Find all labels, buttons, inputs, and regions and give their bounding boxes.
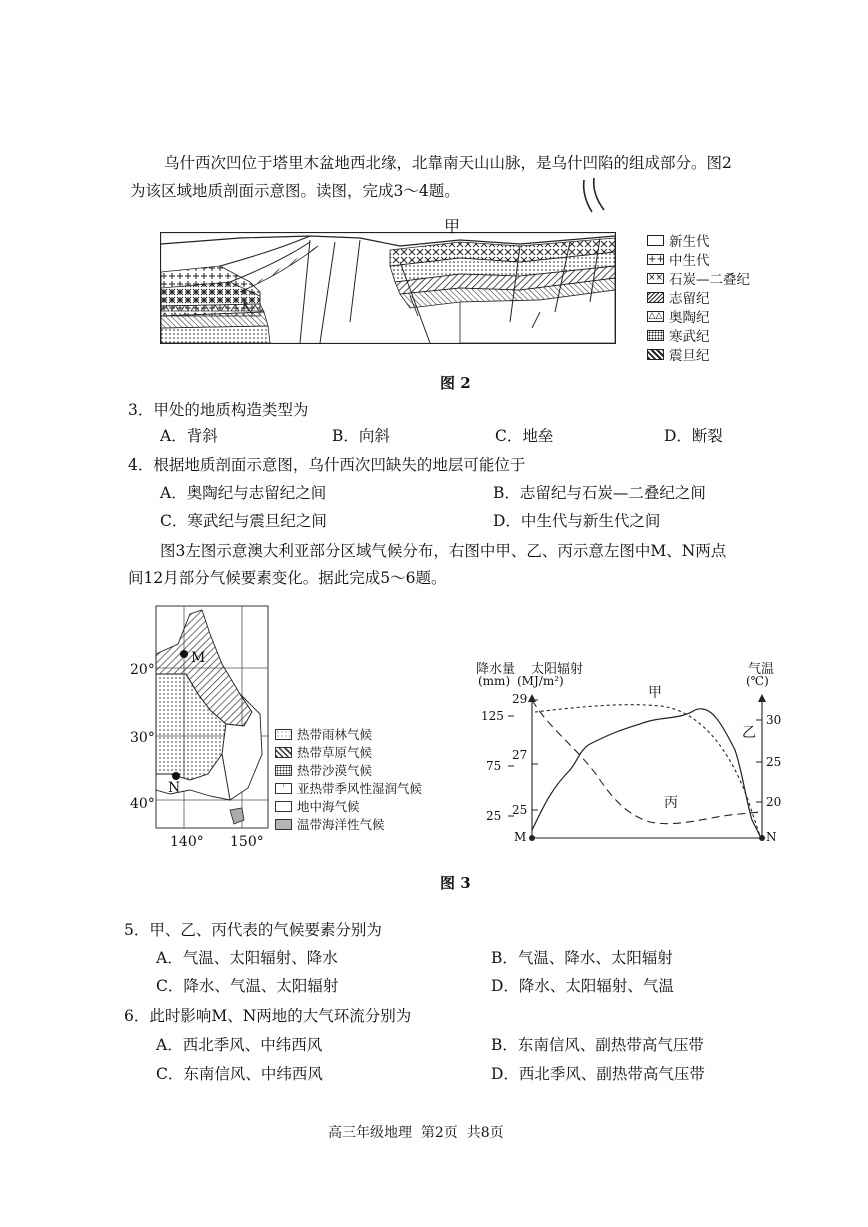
left-tick-25: 25: [486, 809, 502, 823]
longitude-140-label: 140°: [170, 834, 204, 850]
question-5-option-d[interactable]: D．降水、太阳辐射、气温: [491, 977, 674, 995]
latitude-30-label: 30°: [130, 730, 155, 746]
legend-item: [275, 815, 385, 833]
hatch-swatch-icon: [647, 349, 664, 360]
question-4-option-a[interactable]: A．奥陶纪与志留纪之间: [160, 484, 327, 502]
legend-item: [647, 268, 750, 288]
series-jia-line: [535, 705, 760, 836]
pen-mark-decoration: [580, 176, 610, 216]
question-3-option-c[interactable]: C．地垒: [495, 427, 554, 445]
left-axis-unit: (mm): [478, 674, 511, 688]
legend-item: [275, 725, 372, 743]
intro-paragraph-2-line2: 间12月部分气候要素变化。据此完成5～6题。: [128, 569, 447, 587]
legend-label: 温带海洋性气候: [297, 817, 385, 832]
point-n-label: N: [168, 780, 181, 796]
question-5-option-a[interactable]: A．气温、太阳辐射、降水: [156, 949, 338, 967]
legend-item: [275, 743, 372, 761]
x-start-label: M: [514, 830, 527, 844]
legend-label: 热带草原气候: [297, 745, 373, 760]
left-tick-125: 125: [481, 709, 504, 723]
blank-swatch-icon: [647, 235, 664, 246]
longitude-150-label: 150°: [230, 834, 264, 850]
rainforest-swatch-icon: [275, 729, 292, 740]
legend-item: [275, 779, 422, 797]
savanna-swatch-icon: [275, 747, 292, 758]
series-yi-label: 乙: [742, 725, 756, 741]
legend-item: [647, 287, 710, 307]
series-yi-line: [532, 709, 760, 836]
mid-tick-29: 29: [512, 692, 528, 706]
dots-swatch-icon: [647, 330, 664, 341]
australia-climate-map: [130, 604, 280, 854]
right-axis-unit: (℃): [746, 674, 769, 688]
legend-label: 地中海气候: [297, 799, 360, 814]
mid-axis-title: 太阳辐射: [531, 662, 584, 677]
legend-label: 热带雨林气候: [297, 727, 373, 742]
legend-item: [275, 761, 372, 779]
legend-label: 中生代: [669, 253, 710, 269]
legend-item: [647, 344, 710, 364]
humid-subtropical-swatch-icon: ˈ: [275, 783, 292, 794]
question-3-option-b[interactable]: B．向斜: [332, 427, 390, 445]
oceanic-swatch-icon: [275, 819, 292, 830]
legend-label: 震旦纪: [669, 348, 710, 364]
legend-item: [647, 325, 710, 345]
geologic-section-figure: [160, 232, 616, 344]
legend-label: 石炭—二叠纪: [669, 272, 750, 288]
plus-swatch-icon: ++: [648, 253, 665, 265]
question-3-option-a[interactable]: A．背斜: [160, 427, 218, 445]
right-tick-25: 25: [766, 755, 782, 769]
legend-label: 志留纪: [669, 291, 710, 307]
question-4-stem: 4．根据地质剖面示意图，乌什西次凹缺失的地层可能位于: [128, 456, 526, 474]
series-bing-label: 丙: [664, 795, 678, 811]
x-end-label: N: [766, 830, 777, 844]
mid-tick-27: 27: [512, 748, 528, 762]
mediterranean-swatch-icon: [275, 801, 292, 812]
question-6-option-a[interactable]: A．西北季风、中纬西风: [156, 1036, 323, 1054]
legend-label: 新生代: [669, 234, 710, 250]
desert-swatch-icon: [275, 765, 292, 776]
legend-item: [275, 797, 360, 815]
question-6-option-b[interactable]: B．东南信风、副热带高气压带: [491, 1036, 704, 1054]
legend-label: 热带沙漠气候: [297, 763, 373, 778]
question-6-option-d[interactable]: D．西北季风、副热带高气压带: [491, 1065, 705, 1083]
left-tick-75: 75: [486, 759, 502, 773]
mid-axis-unit: (MJ/m²): [517, 674, 564, 688]
figure-3-caption: 图 3: [440, 874, 471, 892]
climate-elements-chart: [480, 690, 790, 850]
legend-item: [647, 249, 710, 269]
cross-swatch-icon: ××: [648, 272, 664, 283]
mid-tick-25: 25: [512, 803, 528, 817]
question-4-option-c[interactable]: C．寒武纪与震旦纪之间: [160, 512, 327, 530]
series-bing-line: [532, 700, 760, 824]
question-5-option-b[interactable]: B．气温、降水、太阳辐射: [491, 949, 673, 967]
question-5-option-c[interactable]: C．降水、气温、太阳辐射: [156, 977, 339, 995]
question-6-option-c[interactable]: C．东南信风、中纬西风: [156, 1065, 323, 1083]
point-jia-label: 甲: [444, 217, 461, 236]
latitude-40-label: 40°: [130, 796, 155, 812]
intro-paragraph-2-line1: 图3左图示意澳大利亚部分区域气候分布，右图中甲、乙、丙示意左图中M、N两点: [160, 542, 727, 560]
question-3-option-d[interactable]: D．断裂: [664, 427, 723, 445]
left-axis-title: 降水量: [476, 662, 516, 677]
right-tick-30: 30: [766, 713, 782, 727]
legend-item: [647, 230, 710, 250]
question-4-option-b[interactable]: B．志留纪与石炭—二叠纪之间: [493, 484, 706, 502]
series-jia-label: 甲: [648, 685, 662, 701]
legend-label: 亚热带季风性湿润气候: [297, 781, 423, 796]
intro-paragraph-1-line1: 乌什西次凹位于塔里木盆地西北缘，北靠南天山山脉，是乌什凹陷的组成部分。图2: [164, 154, 732, 172]
legend-label: 寒武纪: [669, 329, 710, 345]
legend-item: [647, 306, 710, 326]
page-footer: 高三年级地理 第2页 共8页: [328, 1125, 504, 1141]
right-axis-title: 气温: [748, 662, 775, 677]
diagonal-swatch-icon: [647, 292, 664, 303]
figure-2-caption: 图 2: [440, 374, 471, 392]
question-6-stem: 6．此时影响M、N两地的大气环流分别为: [124, 1007, 412, 1025]
legend-label: 奥陶纪: [669, 310, 710, 326]
point-m-label: M: [191, 650, 206, 666]
triangle-swatch-icon: △△: [648, 310, 663, 321]
question-4-option-d[interactable]: D．中生代与新生代之间: [493, 512, 661, 530]
latitude-20-label: 20°: [130, 662, 155, 678]
question-5-stem: 5．甲、乙、丙代表的气候要素分别为: [124, 921, 382, 939]
question-3-stem: 3．甲处的地质构造类型为: [128, 401, 309, 419]
intro-paragraph-1-line2: 为该区域地质剖面示意图。读图，完成3～4题。: [130, 182, 460, 200]
right-tick-20: 20: [766, 795, 782, 809]
